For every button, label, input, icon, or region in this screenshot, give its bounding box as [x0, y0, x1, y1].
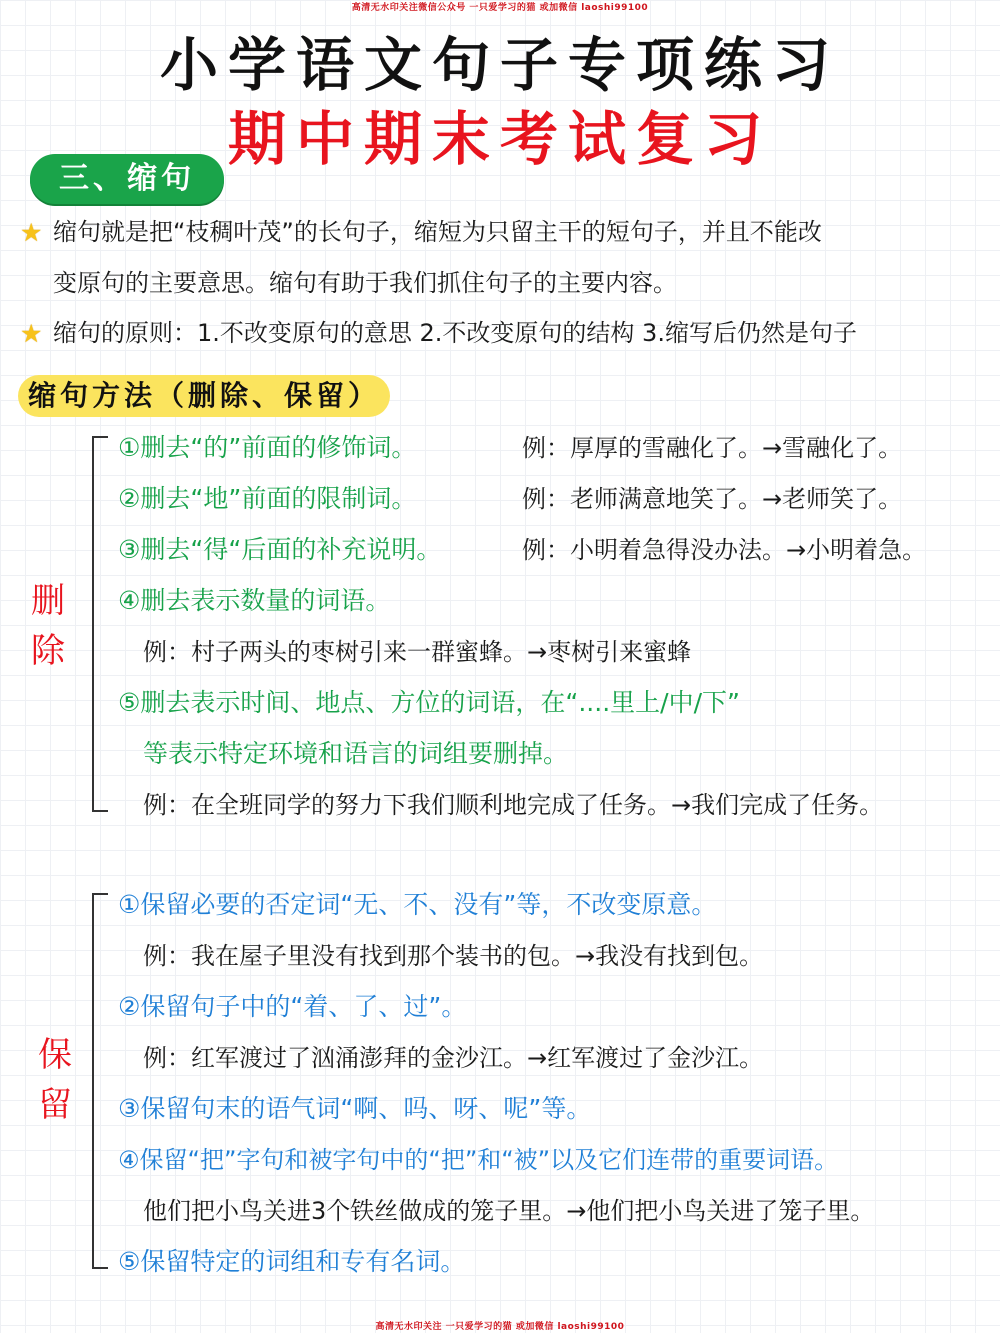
- delete-example-2: 例：老师满意地笑了。→老师笑了。: [522, 485, 903, 513]
- section-tag: 三、缩句: [30, 154, 224, 204]
- delete-rule-3: ③删去“得“后面的补充说明。: [118, 535, 442, 564]
- intro-line-1: 缩句就是把“枝稠叶茂”的长句子，缩短为只留主干的短句子，并且不能改: [53, 218, 822, 246]
- intro-line-2: 变原句的主要意思。缩句有助于我们抓住句子的主要内容。: [53, 269, 677, 297]
- delete-label-1: 删: [31, 581, 65, 621]
- keep-label-1: 保: [38, 1035, 72, 1075]
- delete-label-2: 除: [31, 631, 65, 671]
- keep-example-1: 例：我在屋子里没有找到那个装书的包。→我没有找到包。: [143, 942, 764, 970]
- keep-example-4: 他们把小鸟关进3个铁丝做成的笼子里。→他们把小鸟关进了笼子里。: [143, 1197, 875, 1225]
- delete-example-4: 例：村子两头的枣树引来一群蜜蜂。→枣树引来蜜蜂: [143, 638, 692, 666]
- page-subtitle: 期中期末考试复习: [227, 105, 772, 173]
- method-title: 缩句方法（删除、保留）: [18, 375, 390, 417]
- keep-rule-2: ②保留句子中的“着、了、过”。: [118, 992, 467, 1021]
- delete-example-1: 例：厚厚的雪融化了。→雪融化了。: [522, 434, 903, 462]
- delete-rule-1: ①删去“的”前面的修饰词。: [118, 433, 417, 462]
- keep-rule-5: ⑤保留特定的词组和专有名词。: [118, 1247, 466, 1276]
- delete-rule-4: ④删去表示数量的词语。: [118, 586, 391, 615]
- keep-bracket: [92, 893, 108, 1269]
- star-icon: ★: [20, 218, 43, 247]
- keep-example-2: 例：红军渡过了汹涌澎拜的金沙江。→红军渡过了金沙江。: [143, 1044, 764, 1072]
- keep-label-2: 留: [38, 1085, 72, 1125]
- delete-rule-5a: ⑤删去表示时间、地点、方位的词语，在“....里上/中/下”: [118, 688, 740, 717]
- keep-rule-3: ③保留句末的语气词“啊、吗、呀、呢”等。: [118, 1094, 592, 1123]
- delete-bracket: [92, 436, 108, 812]
- keep-rule-1: ①保留必要的否定词“无、不、没有”等，不改变原意。: [118, 890, 717, 919]
- intro-line-3: 缩句的原则：1.不改变原句的意思 2.不改变原句的结构 3.缩写后仍然是句子: [53, 319, 857, 347]
- keep-rule-4: ④保留“把”字句和被字句中的“把”和“被”以及它们连带的重要词语。: [118, 1146, 839, 1174]
- watermark-bottom: 高清无水印关注 一只爱学习的猫 或加微信 laoshi99100: [375, 1322, 625, 1332]
- star-icon: ★: [20, 319, 43, 348]
- watermark-top: 高清无水印关注微信公众号 一只爱学习的猫 或加微信 laoshi99100: [351, 3, 649, 13]
- delete-example-3: 例：小明着急得没办法。→小明着急。: [522, 536, 927, 564]
- page-title: 小学语文句子专项练习: [159, 31, 840, 99]
- delete-rule-5b: 等表示特定环境和语言的词组要删掉。: [143, 739, 569, 768]
- delete-rule-2: ②删去“地”前面的限制词。: [118, 484, 417, 513]
- delete-example-5: 例：在全班同学的努力下我们顺利地完成了任务。→我们完成了任务。: [143, 791, 884, 819]
